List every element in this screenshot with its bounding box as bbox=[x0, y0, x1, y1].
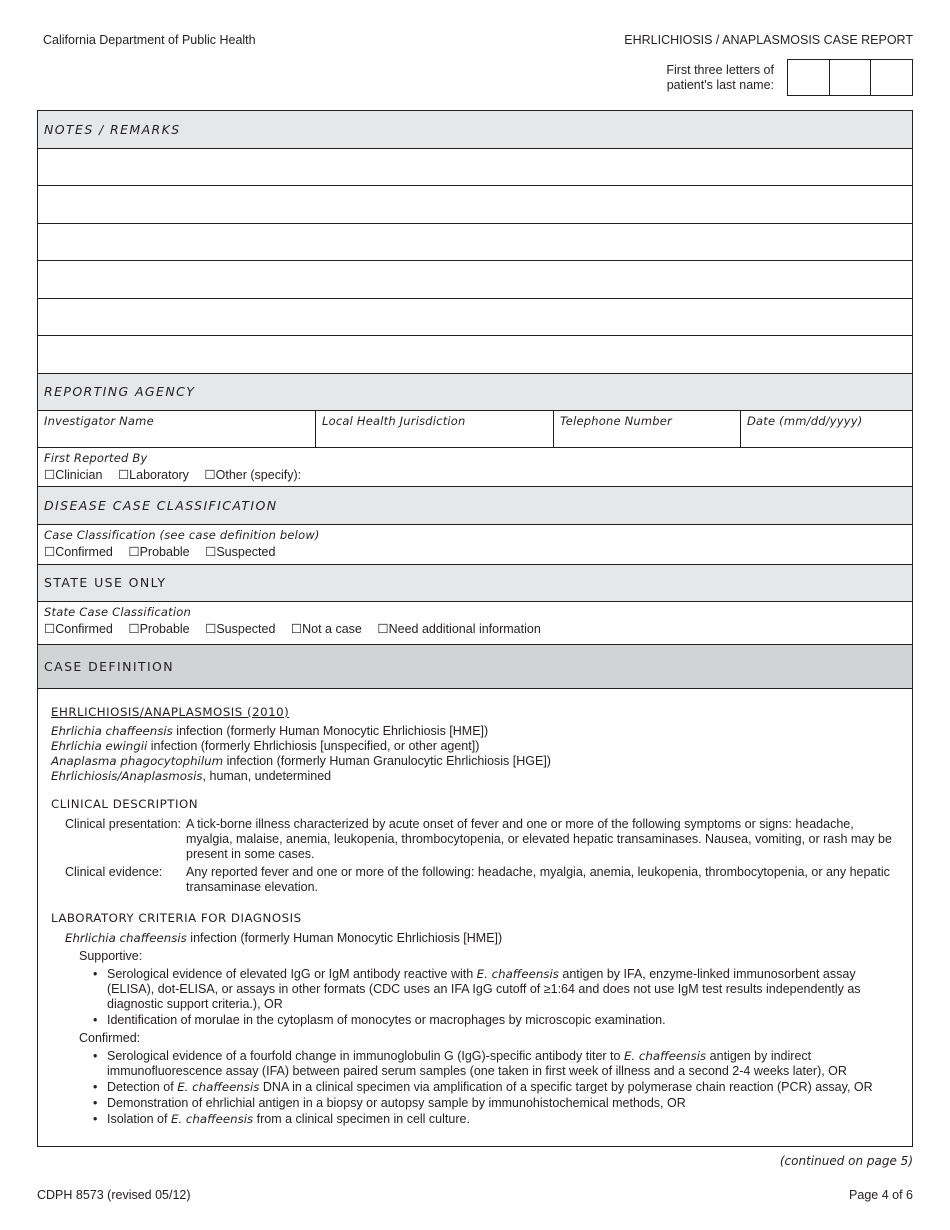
case-definition-header: CASE DEFINITION bbox=[38, 645, 912, 689]
checkbox-suspected[interactable]: ☐Suspected bbox=[205, 544, 276, 559]
checkbox-state-probable[interactable]: ☐Probable bbox=[128, 622, 190, 636]
definition-heading: EHRLICHIOSIS/ANAPLASMOSIS (2010) bbox=[51, 705, 290, 719]
supportive-item-1: • Serological evidence of elevated IgG or IgM antibody reactive with E. chaffeensis antigen by IFA, enzyme-linked immunosorbent assay (ELISA), dot-ELISA, or assays in other formats (CDC uses an IFA IgG cutoff of ≥1:64 and does not use IgM test results independently as diagnostic support criteria.), OR bbox=[93, 967, 899, 1012]
case-report-form bbox=[37, 110, 913, 1147]
state-use-section-header: STATE USE ONLY bbox=[38, 565, 912, 603]
reporting-section-header: REPORTING AGENCY bbox=[38, 374, 912, 412]
first-reported-by-row bbox=[38, 448, 912, 487]
checkbox-state-not-a-case[interactable]: ☐Not a case bbox=[290, 622, 362, 636]
case-classification-label: Case Classification (see case definition below) bbox=[44, 527, 320, 542]
confirmed-item-1: • Serological evidence of a fourfold change in immunoglobulin G (IgG)-specific antibody titer to E. chaffeensis antigen by indirect immunofluorescence assay (IFA) between paired serum samples (one taken in first week of illness and a second 2-4 weeks later), OR bbox=[93, 1049, 899, 1079]
confirmed-item-2: • Detection of E. chaffeensis DNA in a clinical specimen via amplification of a specific target by polymerase chain reaction (PCR) assay, OR bbox=[93, 1080, 899, 1095]
clinical-description-heading: CLINICAL DESCRIPTION bbox=[51, 797, 199, 811]
type-line-1: Ehrlichia chaffeensis infection (formerly Human Monocytic Ehrlichiosis [HME]) bbox=[51, 724, 489, 738]
state-classification-row bbox=[38, 602, 912, 645]
reporting-fields-row bbox=[38, 411, 912, 448]
notes-line-4[interactable] bbox=[38, 261, 912, 299]
notes-line-6[interactable] bbox=[38, 336, 912, 374]
investigator-name-field[interactable]: Investigator Name bbox=[38, 411, 316, 447]
type-line-3: Anaplasma phagocytophilum infection (formerly Human Granulocytic Ehrlichiosis [HGE]) bbox=[51, 754, 551, 768]
checkbox-confirmed[interactable]: ☐Confirmed bbox=[44, 544, 113, 559]
supportive-item-2: • Identification of morulae in the cytoplasm of monocytes or macrophages by microscopic examination. bbox=[93, 1013, 899, 1028]
confirmed-label: Confirmed: bbox=[79, 1031, 141, 1045]
agency-name: California Department of Public Health bbox=[43, 33, 256, 47]
supportive-list bbox=[93, 967, 899, 1028]
checkbox-state-suspected[interactable]: ☐Suspected bbox=[205, 622, 276, 636]
first-reported-by-label: First Reported By bbox=[44, 451, 148, 465]
classification-section-header: DISEASE CASE CLASSIFICATION bbox=[38, 487, 912, 525]
initials-boxes bbox=[787, 59, 913, 96]
page-number: Page 4 of 6 bbox=[849, 1188, 913, 1202]
type-line-2: Ehrlichia ewingii infection (formerly Ehrlichiosis [unspecified, or other agent]) bbox=[51, 739, 480, 753]
case-definition-body bbox=[38, 689, 912, 1147]
checkbox-state-need-info[interactable]: ☐Need additional information bbox=[377, 622, 541, 636]
type-line-4: Ehrlichiosis/Anaplasmosis, human, undetermined bbox=[51, 769, 332, 783]
initial-box-1[interactable] bbox=[788, 60, 830, 95]
notes-line-3[interactable] bbox=[38, 224, 912, 262]
checkbox-state-confirmed[interactable]: ☐Confirmed bbox=[44, 622, 113, 636]
case-classification-row bbox=[38, 525, 912, 565]
checkbox-laboratory[interactable]: ☐Laboratory bbox=[117, 468, 189, 482]
supportive-label: Supportive: bbox=[79, 949, 143, 963]
notes-line-1[interactable] bbox=[38, 149, 912, 187]
confirmed-item-3: • Demonstration of ehrlichial antigen in a biopsy or autopsy sample by immunohistochemical methods, OR bbox=[93, 1096, 899, 1111]
notes-line-2[interactable] bbox=[38, 186, 912, 224]
lab-criteria-heading: LABORATORY CRITERIA FOR DIAGNOSIS bbox=[51, 911, 302, 925]
confirmed-list bbox=[93, 1049, 899, 1127]
clinical-presentation: Clinical presentation: A tick-borne illness characterized by acute onset of fever and one or more of the following symptoms or signs: headache, myalgia, malaise, anemia, leukopenia, thrombocytopenia, or elevated hepatic transaminases. Nausea, vomiting, or rash may be present in some cases. bbox=[65, 817, 892, 861]
checkbox-clinician[interactable]: ☐Clinician bbox=[44, 468, 103, 482]
lab-type-line: Ehrlichia chaffeensis infection (formerly Human Monocytic Ehrlichiosis [HME]) bbox=[65, 931, 503, 945]
checkbox-other[interactable]: ☐Other (specify): bbox=[204, 468, 302, 482]
state-classification-label: State Case Classification bbox=[44, 605, 191, 619]
date-field[interactable]: Date (mm/dd/yyyy) bbox=[747, 414, 863, 428]
telephone-field[interactable]: Telephone Number bbox=[554, 411, 741, 447]
initials-label: First three letters of patient's last name: bbox=[666, 63, 774, 92]
confirmed-item-4: • Isolation of E. chaffeensis from a clinical specimen in cell culture. bbox=[93, 1112, 899, 1127]
report-title: EHRLICHIOSIS / ANAPLASMOSIS CASE REPORT bbox=[624, 33, 913, 47]
notes-section-header: NOTES / REMARKS bbox=[38, 111, 912, 149]
form-id: CDPH 8573 (revised 05/12) bbox=[37, 1188, 191, 1202]
initial-box-2[interactable] bbox=[830, 60, 872, 95]
notes-line-5[interactable] bbox=[38, 299, 912, 337]
continued-note: (continued on page 5) bbox=[779, 1154, 913, 1168]
checkbox-probable[interactable]: ☐Probable bbox=[128, 544, 190, 559]
clinical-evidence: Clinical evidence: Any reported fever and one or more of the following: headache, myalgia, anemia, leukopenia, thrombocytopenia, or any hepatic transaminase elevation. bbox=[65, 865, 890, 894]
jurisdiction-field[interactable]: Local Health Jurisdiction bbox=[316, 411, 554, 447]
initial-box-3[interactable] bbox=[871, 60, 912, 95]
